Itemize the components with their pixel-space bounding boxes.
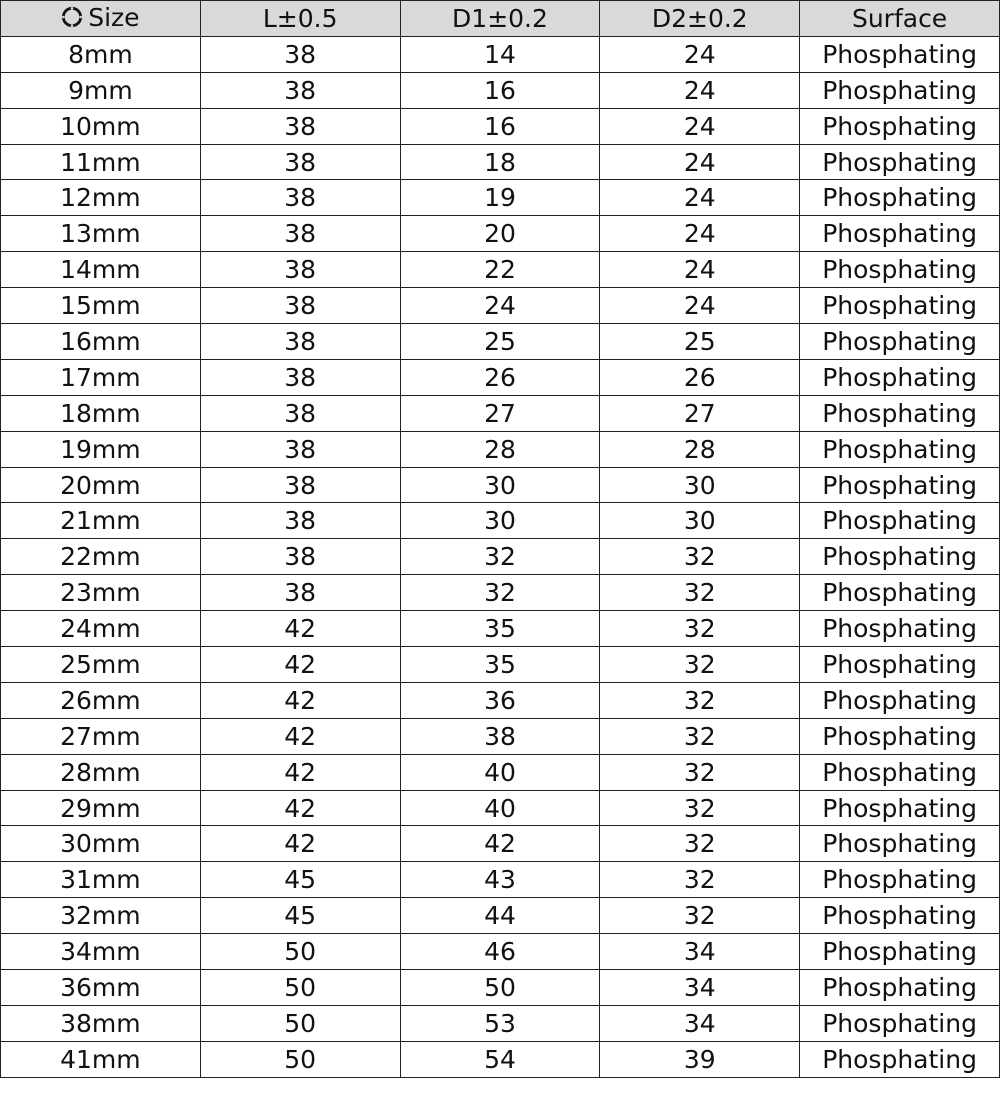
- header-size-label: Size: [88, 2, 140, 32]
- cell-surface: Phosphating: [800, 36, 1000, 72]
- table-row: [1, 288, 1000, 324]
- cell-surface: Phosphating: [800, 324, 1000, 360]
- cell-surface: Phosphating: [800, 790, 1000, 826]
- cell-d2: 39: [600, 1041, 800, 1077]
- cell-size: 18mm: [1, 395, 201, 431]
- cell-size: 29mm: [1, 790, 201, 826]
- socket-ring-icon: [61, 6, 83, 28]
- cell-length: 38: [200, 324, 400, 360]
- cell-d2: 32: [600, 790, 800, 826]
- cell-size: 26mm: [1, 682, 201, 718]
- cell-length: 38: [200, 575, 400, 611]
- cell-size: 12mm: [1, 180, 201, 216]
- cell-surface: Phosphating: [800, 647, 1000, 683]
- cell-surface: Phosphating: [800, 108, 1000, 144]
- table-row: [1, 1041, 1000, 1077]
- cell-d2: 24: [600, 216, 800, 252]
- cell-size: 31mm: [1, 862, 201, 898]
- cell-size: 32mm: [1, 898, 201, 934]
- cell-surface: Phosphating: [800, 754, 1000, 790]
- cell-length: 45: [200, 898, 400, 934]
- cell-d2: 24: [600, 252, 800, 288]
- cell-d1: 28: [400, 431, 600, 467]
- cell-surface: Phosphating: [800, 467, 1000, 503]
- cell-d1: 40: [400, 790, 600, 826]
- cell-size: 20mm: [1, 467, 201, 503]
- cell-length: 38: [200, 359, 400, 395]
- cell-d1: 19: [400, 180, 600, 216]
- header-size: [1, 1, 201, 37]
- cell-d2: 34: [600, 934, 800, 970]
- cell-length: 38: [200, 180, 400, 216]
- cell-surface: Phosphating: [800, 395, 1000, 431]
- cell-d2: 32: [600, 682, 800, 718]
- cell-surface: Phosphating: [800, 180, 1000, 216]
- cell-d2: 27: [600, 395, 800, 431]
- cell-size: 25mm: [1, 647, 201, 683]
- cell-d2: 32: [600, 575, 800, 611]
- cell-size: 38mm: [1, 1005, 201, 1041]
- table-row: [1, 395, 1000, 431]
- cell-size: 16mm: [1, 324, 201, 360]
- cell-surface: Phosphating: [800, 539, 1000, 575]
- cell-length: 42: [200, 790, 400, 826]
- header-length: L±0.5: [200, 1, 400, 37]
- cell-d2: 24: [600, 108, 800, 144]
- cell-d1: 35: [400, 611, 600, 647]
- table-row: [1, 1005, 1000, 1041]
- cell-d1: 30: [400, 503, 600, 539]
- cell-d1: 24: [400, 288, 600, 324]
- cell-length: 42: [200, 647, 400, 683]
- cell-length: 38: [200, 252, 400, 288]
- cell-d1: 18: [400, 144, 600, 180]
- cell-size: 41mm: [1, 1041, 201, 1077]
- cell-d2: 26: [600, 359, 800, 395]
- cell-d1: 14: [400, 36, 600, 72]
- cell-length: 38: [200, 539, 400, 575]
- table-row: [1, 575, 1000, 611]
- cell-length: 42: [200, 682, 400, 718]
- table-row: [1, 252, 1000, 288]
- cell-surface: Phosphating: [800, 611, 1000, 647]
- cell-surface: Phosphating: [800, 898, 1000, 934]
- cell-d1: 40: [400, 754, 600, 790]
- cell-length: 38: [200, 36, 400, 72]
- cell-d2: 24: [600, 288, 800, 324]
- cell-size: 30mm: [1, 826, 201, 862]
- cell-d1: 16: [400, 72, 600, 108]
- cell-d2: 32: [600, 826, 800, 862]
- cell-size: 22mm: [1, 539, 201, 575]
- table-row: [1, 647, 1000, 683]
- header-row: [1, 1, 1000, 37]
- table-row: [1, 682, 1000, 718]
- cell-size: 19mm: [1, 431, 201, 467]
- cell-size: 36mm: [1, 970, 201, 1006]
- cell-length: 38: [200, 108, 400, 144]
- cell-d2: 32: [600, 539, 800, 575]
- table-row: [1, 934, 1000, 970]
- table-row: [1, 503, 1000, 539]
- table-row: [1, 108, 1000, 144]
- table-row: [1, 180, 1000, 216]
- cell-d1: 50: [400, 970, 600, 1006]
- cell-length: 38: [200, 72, 400, 108]
- cell-length: 42: [200, 718, 400, 754]
- table-row: [1, 826, 1000, 862]
- cell-d1: 27: [400, 395, 600, 431]
- table-header: [1, 1, 1000, 37]
- table-row: [1, 359, 1000, 395]
- cell-length: 38: [200, 431, 400, 467]
- cell-size: 11mm: [1, 144, 201, 180]
- cell-surface: Phosphating: [800, 1041, 1000, 1077]
- cell-length: 38: [200, 467, 400, 503]
- table-row: [1, 72, 1000, 108]
- table-row: [1, 970, 1000, 1006]
- cell-d1: 22: [400, 252, 600, 288]
- table-row: [1, 324, 1000, 360]
- cell-size: 8mm: [1, 36, 201, 72]
- cell-surface: Phosphating: [800, 288, 1000, 324]
- cell-length: 38: [200, 144, 400, 180]
- cell-length: 42: [200, 754, 400, 790]
- cell-d1: 16: [400, 108, 600, 144]
- cell-d2: 28: [600, 431, 800, 467]
- cell-size: 23mm: [1, 575, 201, 611]
- cell-length: 38: [200, 395, 400, 431]
- table-row: [1, 36, 1000, 72]
- cell-surface: Phosphating: [800, 1005, 1000, 1041]
- header-d2: D2±0.2: [600, 1, 800, 37]
- table-row: [1, 144, 1000, 180]
- cell-length: 38: [200, 216, 400, 252]
- table-row: [1, 431, 1000, 467]
- cell-d1: 54: [400, 1041, 600, 1077]
- cell-d2: 34: [600, 1005, 800, 1041]
- cell-d2: 30: [600, 503, 800, 539]
- table-row: [1, 754, 1000, 790]
- cell-size: 10mm: [1, 108, 201, 144]
- cell-surface: Phosphating: [800, 252, 1000, 288]
- cell-d1: 20: [400, 216, 600, 252]
- cell-length: 50: [200, 934, 400, 970]
- cell-length: 38: [200, 503, 400, 539]
- cell-size: 34mm: [1, 934, 201, 970]
- table-row: [1, 862, 1000, 898]
- cell-surface: Phosphating: [800, 682, 1000, 718]
- cell-d2: 30: [600, 467, 800, 503]
- size-header-group: [61, 2, 140, 32]
- cell-size: 28mm: [1, 754, 201, 790]
- cell-surface: Phosphating: [800, 862, 1000, 898]
- table-row: [1, 539, 1000, 575]
- cell-length: 50: [200, 970, 400, 1006]
- table-row: [1, 216, 1000, 252]
- cell-size: 15mm: [1, 288, 201, 324]
- cell-size: 13mm: [1, 216, 201, 252]
- cell-d2: 32: [600, 647, 800, 683]
- table-body: [1, 36, 1000, 1077]
- cell-surface: Phosphating: [800, 72, 1000, 108]
- table-row: [1, 611, 1000, 647]
- header-d1: D1±0.2: [400, 1, 600, 37]
- cell-surface: Phosphating: [800, 970, 1000, 1006]
- cell-d1: 38: [400, 718, 600, 754]
- cell-d2: 32: [600, 898, 800, 934]
- cell-surface: Phosphating: [800, 431, 1000, 467]
- cell-size: 21mm: [1, 503, 201, 539]
- cell-d1: 32: [400, 575, 600, 611]
- cell-surface: Phosphating: [800, 934, 1000, 970]
- cell-surface: Phosphating: [800, 216, 1000, 252]
- cell-d2: 32: [600, 754, 800, 790]
- cell-length: 38: [200, 288, 400, 324]
- cell-d1: 35: [400, 647, 600, 683]
- cell-d1: 26: [400, 359, 600, 395]
- cell-surface: Phosphating: [800, 575, 1000, 611]
- cell-surface: Phosphating: [800, 359, 1000, 395]
- cell-d2: 32: [600, 718, 800, 754]
- cell-d1: 30: [400, 467, 600, 503]
- cell-d2: 32: [600, 611, 800, 647]
- table-row: [1, 718, 1000, 754]
- cell-d1: 42: [400, 826, 600, 862]
- table-row: [1, 790, 1000, 826]
- cell-d1: 25: [400, 324, 600, 360]
- cell-d2: 24: [600, 180, 800, 216]
- cell-size: 17mm: [1, 359, 201, 395]
- cell-d1: 44: [400, 898, 600, 934]
- cell-d2: 24: [600, 144, 800, 180]
- cell-d1: 43: [400, 862, 600, 898]
- table-row: [1, 467, 1000, 503]
- cell-size: 14mm: [1, 252, 201, 288]
- cell-length: 50: [200, 1005, 400, 1041]
- cell-length: 50: [200, 1041, 400, 1077]
- cell-d2: 25: [600, 324, 800, 360]
- header-surface: Surface: [800, 1, 1000, 37]
- table-row: [1, 898, 1000, 934]
- cell-d2: 34: [600, 970, 800, 1006]
- cell-d1: 53: [400, 1005, 600, 1041]
- cell-d2: 24: [600, 72, 800, 108]
- cell-length: 45: [200, 862, 400, 898]
- cell-d2: 24: [600, 36, 800, 72]
- cell-size: 27mm: [1, 718, 201, 754]
- cell-d1: 46: [400, 934, 600, 970]
- cell-surface: Phosphating: [800, 503, 1000, 539]
- cell-length: 42: [200, 611, 400, 647]
- cell-surface: Phosphating: [800, 718, 1000, 754]
- cell-d1: 36: [400, 682, 600, 718]
- cell-length: 42: [200, 826, 400, 862]
- cell-d1: 32: [400, 539, 600, 575]
- cell-surface: Phosphating: [800, 826, 1000, 862]
- cell-size: 24mm: [1, 611, 201, 647]
- cell-size: 9mm: [1, 72, 201, 108]
- cell-surface: Phosphating: [800, 144, 1000, 180]
- cell-d2: 32: [600, 862, 800, 898]
